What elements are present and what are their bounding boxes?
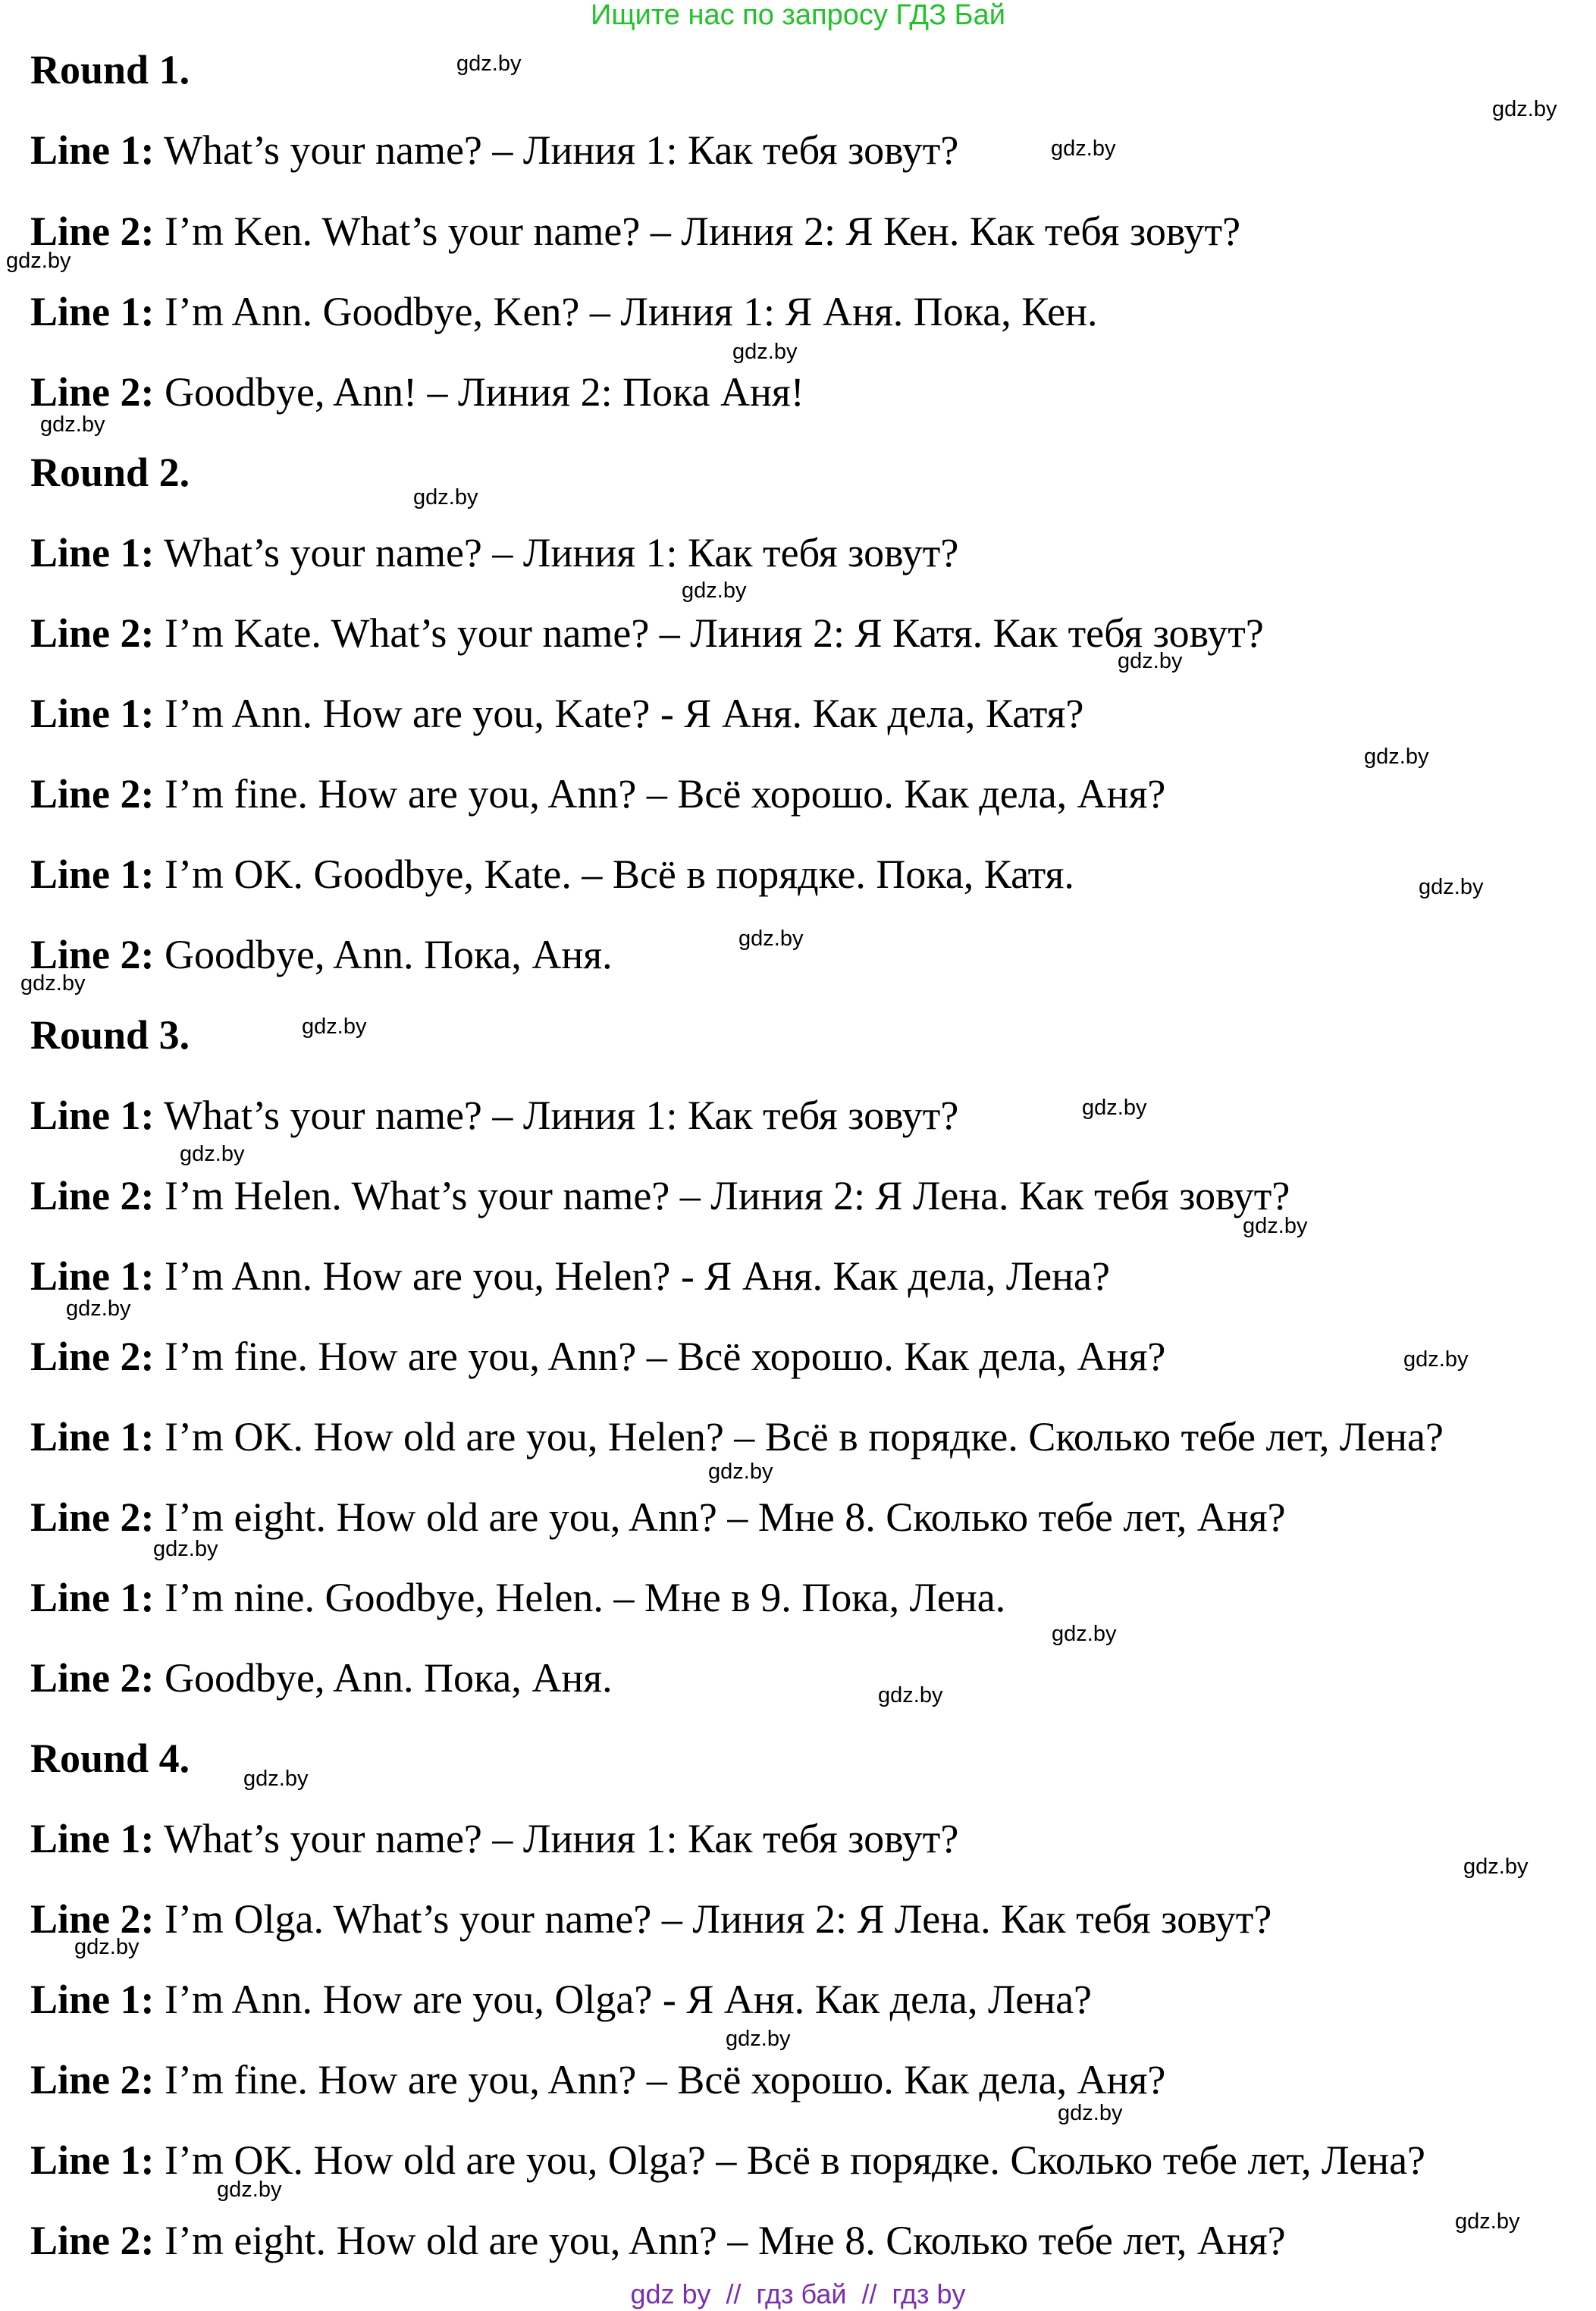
dialogue-text: I’m fine. How are you, Ann? – Всё хорошо. Как дела, Аня?: [154, 1334, 1166, 1379]
dialogue-text: What’s your name? – Линия 1: Как тебя зовут?: [154, 127, 959, 173]
footer-links: gdz by // гдз бай // гдз by: [630, 2278, 966, 2309]
speaker-label: Line 2:: [30, 369, 155, 415]
search-hint-banner: Ищите нас по запросу ГДЗ Бай: [591, 0, 1005, 31]
dialogue-text: I’m eight. How old are you, Ann? – Мне 8. Сколько тебе лет, Аня?: [154, 2218, 1286, 2263]
watermark: gdz.by: [456, 52, 522, 76]
round-3-line-1: [30, 1093, 958, 1138]
watermark: gdz.by: [1243, 1214, 1308, 1238]
round-4-line-6: [30, 2218, 1286, 2263]
speaker-label: Line 1:: [30, 1414, 155, 1460]
dialogue-text: What’s your name? – Линия 1: Как тебя зовут?: [154, 1093, 959, 1138]
dialogue-text: I’m Ann. How are you, Helen? - Я Аня. Как дела, Лена?: [154, 1253, 1110, 1299]
watermark: gdz.by: [878, 1683, 943, 1707]
speaker-label: Line 1:: [30, 1253, 155, 1299]
round-2-line-2: [30, 610, 1264, 656]
watermark: gdz.by: [40, 412, 105, 437]
speaker-label: Line 2:: [30, 932, 155, 977]
dialogue-text: What’s your name? – Линия 1: Как тебя зовут?: [154, 530, 959, 575]
dialogue-text: I’m OK. How old are you, Helen? – Всё в порядке. Сколько тебе лет, Лена?: [154, 1414, 1444, 1460]
round-3-line-7: [30, 1575, 1005, 1620]
round-1-line-4: [30, 369, 804, 415]
speaker-label: Line 2:: [30, 1655, 155, 1701]
dialogue-text: I’m OK. Goodbye, Kate. – Всё в порядке. Пока, Катя.: [154, 851, 1074, 897]
round-1-line-3: [30, 289, 1098, 334]
dialogue-text: I’m Ann. How are you, Olga? - Я Аня. Как дела, Лена?: [154, 1977, 1093, 2022]
round-1-line-1: [30, 127, 958, 173]
round-3-line-3: [30, 1253, 1110, 1299]
round-4-line-5: [30, 2137, 1425, 2183]
speaker-label: Line 2:: [30, 209, 155, 254]
watermark: gdz.by: [1058, 2101, 1123, 2125]
dialogue-text: I’m Ken. What’s your name? – Линия 2: Я Кен. Как тебя зовут?: [154, 209, 1241, 254]
dialogue-text: I’m eight. How old are you, Ann? – Мне 8. Сколько тебе лет, Аня?: [154, 1494, 1286, 1540]
round-4-line-3: [30, 1977, 1092, 2022]
speaker-label: Line 2:: [30, 610, 155, 656]
watermark: gdz.by: [74, 1935, 140, 1959]
dialogue-text: I’m Ann. How are you, Kate? - Я Аня. Как дела, Катя?: [154, 691, 1084, 736]
watermark: gdz.by: [413, 485, 478, 510]
dialogue-text: I’m Helen. What’s your name? – Линия 2: Я Лена. Как тебя зовут?: [154, 1173, 1290, 1218]
round-3-line-6: [30, 1494, 1286, 1540]
watermark: gdz.by: [1082, 1096, 1147, 1120]
watermark: gdz.by: [726, 2027, 791, 2051]
round-2-line-1: [30, 530, 958, 575]
speaker-label: Line 2:: [30, 1334, 155, 1379]
round-3-line-2: [30, 1173, 1290, 1218]
watermark: gdz.by: [6, 249, 71, 273]
dialogue-text: I’m Olga. What’s your name? – Линия 2: Я Лена. Как тебя зовут?: [154, 1896, 1272, 1942]
watermark: gdz.by: [20, 971, 86, 996]
watermark: gdz.by: [1419, 875, 1484, 899]
round-4-line-1: [30, 1816, 958, 1861]
speaker-label: Line 1:: [30, 691, 155, 736]
dialogue-text: Goodbye, Ann. Пока, Аня.: [154, 932, 613, 977]
watermark: gdz.by: [708, 1460, 773, 1484]
speaker-label: Line 2:: [30, 771, 155, 817]
dialogue-text: Goodbye, Ann. Пока, Аня.: [154, 1655, 613, 1701]
round-2-title: Round 2.: [30, 450, 190, 495]
watermark: gdz.by: [1455, 2209, 1520, 2234]
speaker-label: Line 1:: [30, 1575, 155, 1620]
speaker-label: Line 2:: [30, 1494, 155, 1540]
dialogue-text: I’m fine. How are you, Ann? – Всё хорошо. Как дела, Аня?: [154, 2057, 1166, 2102]
speaker-label: Line 1:: [30, 289, 155, 334]
watermark: gdz.by: [217, 2178, 282, 2202]
speaker-label: Line 1:: [30, 1816, 155, 1861]
round-2-line-6: [30, 932, 613, 977]
speaker-label: Line 1:: [30, 530, 155, 575]
round-2-line-4: [30, 771, 1165, 817]
watermark: gdz.by: [153, 1537, 218, 1561]
watermark: gdz.by: [1492, 97, 1557, 121]
dialogue-text: I’m Ann. Goodbye, Ken? – Линия 1: Я Аня. Пока, Кен.: [154, 289, 1098, 334]
watermark: gdz.by: [1052, 1622, 1117, 1646]
watermark: gdz.by: [66, 1297, 131, 1321]
dialogue-text: What’s your name? – Линия 1: Как тебя зовут?: [154, 1816, 959, 1861]
speaker-label: Line 2:: [30, 2057, 155, 2102]
watermark: gdz.by: [1403, 1347, 1469, 1372]
dialogue-text: I’m OK. How old are you, Olga? – Всё в порядке. Сколько тебе лет, Лена?: [154, 2137, 1426, 2183]
speaker-label: Line 1:: [30, 851, 155, 897]
speaker-label: Line 1:: [30, 127, 155, 173]
speaker-label: Line 2:: [30, 2218, 155, 2263]
watermark: gdz.by: [738, 927, 804, 951]
round-2-line-5: [30, 851, 1074, 897]
watermark: gdz.by: [1364, 745, 1429, 769]
speaker-label: Line 1:: [30, 2137, 155, 2183]
round-3-line-5: [30, 1414, 1444, 1460]
watermark: gdz.by: [1051, 136, 1116, 161]
round-3-line-8: [30, 1655, 613, 1701]
dialogue-text: I’m fine. How are you, Ann? – Всё хорошо. Как дела, Аня?: [154, 771, 1166, 817]
dialogue-text: I’m Kate. What’s your name? – Линия 2: Я Катя. Как тебя зовут?: [154, 610, 1264, 656]
round-4-line-2: [30, 1896, 1271, 1942]
watermark: gdz.by: [682, 579, 747, 603]
watermark: gdz.by: [180, 1142, 245, 1166]
dialogue-text: I’m nine. Goodbye, Helen. – Мне в 9. Пока, Лена.: [154, 1575, 1006, 1620]
round-2-line-3: [30, 691, 1083, 736]
watermark: gdz.by: [1118, 649, 1183, 673]
watermark: gdz.by: [1463, 1855, 1529, 1879]
watermark: gdz.by: [302, 1014, 367, 1039]
round-1-title: Round 1.: [30, 47, 190, 93]
speaker-label: Line 2:: [30, 1173, 155, 1218]
round-4-line-4: [30, 2057, 1165, 2102]
round-3-line-4: [30, 1334, 1165, 1379]
speaker-label: Line 1:: [30, 1093, 155, 1138]
speaker-label: Line 2:: [30, 1896, 155, 1942]
watermark: gdz.by: [732, 340, 798, 364]
watermark: gdz.by: [243, 1767, 309, 1791]
speaker-label: Line 1:: [30, 1977, 155, 2022]
round-3-title: Round 3.: [30, 1012, 190, 1058]
round-1-line-2: [30, 209, 1240, 254]
round-4-title: Round 4.: [30, 1736, 190, 1781]
dialogue-text: Goodbye, Ann! – Линия 2: Пока Аня!: [154, 369, 804, 415]
